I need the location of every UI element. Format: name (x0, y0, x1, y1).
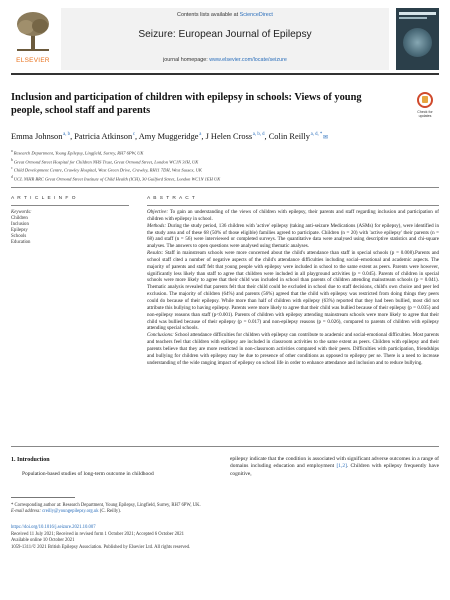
history-dates: Received 11 July 2021; Received in revised form 1 October 2021; Accepted 6 October 2021 (11, 531, 184, 537)
sciencedirect-link[interactable]: ScienceDirect (239, 12, 273, 18)
author-name[interactable]: Emma Johnson (11, 131, 63, 141)
affiliation: $^b$ Great Ormond Street Hospital for Children NHS Trust, Great Ormond Street, London WC1N 3JH, UK (11, 157, 199, 165)
author-name[interactable]: Patricia Atkinson (74, 131, 133, 141)
article-info-heading: A R T I C L E I N F O (11, 196, 77, 201)
abstract-conclusions: Conclusions: School attendance difficulties for children with epilepsy can contribute to academic and social-emotional difficulties. Most parents and teachers feel that children with epilepsy are included in classroom activities to the same extent as peers. Children with epilepsy and their parents believe that they are more restricted in non-classroom activities compared with their peers. Difficulties with participation, friendships and bullying for children with epilepsy may be due to presence of other conditions as opposed to epilepsy per se. There is a need to increase understanding of the wide ranging impact of epilepsy on school life in order to enhance attendance and inclusion and to reduce bullying. (147, 332, 439, 366)
affiliation-list (11, 148, 439, 183)
crossmark-bookmark-icon (422, 96, 428, 103)
email-label: E-mail address: (11, 509, 41, 515)
abstract-methods: Methods: During the study period, 136 children with 'active' epilepsy (taking anti-seizure Medications (ASMs) for epilepsy), were identified in the study area and of these 68 (50% of those eligible) families agreed to participate. Children (n = 20) with 'active epilepsy' their parents (n = 68) and staff (n = 56) were interviewed or completed surveys. The quantitative data were analysed using descriptive statistics and chi-square analyses. The answers to open questions were analysed using thematic analyses. (147, 222, 439, 250)
cover-art (403, 28, 432, 57)
journal-masthead (11, 8, 439, 70)
homepage-link[interactable]: www.elsevier.com/locate/seizure (209, 57, 287, 63)
affiliation: $^c$ Child Development Centre, Crawley Hospital, West Green Drive, Crawley, RH11 7DH, West Sussex, UK (11, 166, 202, 173)
abstract-heading: A B S T R A C T (147, 196, 196, 201)
keyword[interactable]: Education (11, 240, 31, 245)
author-affiliation-marker[interactable]: c (132, 132, 136, 137)
affiliation-divider (11, 187, 439, 188)
author-affiliation-marker[interactable]: a, b, d (252, 132, 265, 137)
journal-cover-image[interactable] (396, 8, 439, 70)
author-name[interactable]: Amy Muggeridge (138, 131, 199, 141)
body-text-right-column: epilepsy indicate that the condition is associated with significant adverse outcomes in a range of domains including education and employment [1,2]. Children with epilepsy frequently have cognitive, (230, 456, 439, 477)
abstract-body (147, 209, 439, 366)
email-link[interactable]: creilly@youngepilepsy.org.uk (40, 509, 99, 515)
footnote-divider (11, 497, 75, 498)
article-info-divider (11, 205, 129, 206)
email-line: E-mail address: creilly@youngepilepsy.org.uk (C. Reilly). (11, 509, 122, 515)
contents-prefix: Contents lists available at (177, 12, 240, 18)
reference-link[interactable]: [1,2] (336, 463, 347, 470)
homepage-prefix: journal homepage: (163, 57, 210, 63)
author-list: Emma Johnson $^{a, b}$, Patricia Atkinson $^c$, Amy Muggeridge $^a$, J Helen Cross $^{a, b, d}$, Colin Reilly $^{a, d, *}$ ✉ (11, 131, 329, 141)
keyword[interactable]: Schools (11, 234, 27, 239)
journal-banner (61, 8, 389, 70)
body-text-left-column: Population-based studies of long-term outcome in childhood (22, 471, 154, 477)
elsevier-logo[interactable] (11, 8, 55, 70)
available-online-date: Available online 10 October 2021 (11, 538, 75, 544)
elsevier-tree-icon (15, 10, 51, 54)
affiliation: $^d$ UCL NIHR BRC Great Ormond Street Institute of Child Health (ICH), 30 Guilford Street, London WC1N 1EH UK (11, 175, 221, 182)
corresponding-author: * Corresponding author at: Research Department, Young Epilepsy, Lingfield, Surrey, RH7 6PW, UK. (11, 503, 201, 508)
author-name[interactable]: J Helen Cross (205, 131, 253, 141)
corresponding-author-footnote (11, 503, 439, 516)
abstract-bottom-divider (11, 446, 439, 447)
author-name[interactable]: Colin Reilly (268, 131, 310, 141)
abstract-divider (147, 205, 439, 206)
author-affiliation-marker[interactable]: a, d, * (310, 132, 323, 137)
author-affiliation-marker[interactable]: a (199, 132, 202, 137)
affiliation: $^a$ Research Department, Young Epilepsy, Lingfield, Surrey, RH7 6PW, UK (11, 149, 144, 156)
email-envelope-icon[interactable]: ✉ (323, 134, 329, 141)
keyword[interactable]: Inclusion (11, 222, 29, 227)
keyword[interactable]: Children (11, 216, 28, 221)
article-title: Inclusion and participation of children with epilepsy in schools: Views of young people, school staff and parents (11, 92, 362, 116)
copyright-notice: 1059-1311/© 2021 British Epilepsy Association. Published by Elsevier Ltd. All rights reserved. (11, 544, 191, 550)
introduction-heading: 1. Introduction (11, 457, 50, 463)
check-for-updates-button[interactable] (412, 92, 438, 122)
keywords-label: Keywords: (11, 210, 32, 215)
contents-availability (61, 12, 389, 18)
doi-link[interactable]: https://doi.org/10.1016/j.seizure.2021.10.007 (11, 525, 96, 530)
cover-band-secondary (399, 17, 427, 19)
crossmark-label: Check for updates (417, 110, 433, 119)
publication-info (11, 525, 439, 551)
keywords-block (11, 210, 129, 246)
abstract-objective: Objective: To gain an understanding of the views of children with epilepsy, their parents and staff regarding inclusion and participation of children with epilepsy in school. (147, 209, 439, 222)
author-affiliation-marker[interactable]: a, b (63, 132, 71, 137)
journal-name[interactable]: Seizure: European Journal of Epilepsy (138, 29, 312, 40)
elsevier-wordmark: ELSEVIER (16, 57, 50, 64)
abstract-results: Results: Staff in mainstream schools were more concerned about the child's attendance than staff in special schools (p = 0.008).Parents and school staff cited a number of negative aspects of the child's attendance difficulties including social–emotional and academic aspects. The majority of parents and staff felt that young people with epilepsy were included in school to the same extent as peers. Parents were however, significantly less likely than staff to agree that children were included in all playground activities (p = 0.045). Parents of children in special schools were more likely to agree that their child was included in school than parents of children attending mainstream schools (p = 0.041). Thematic analysis revealed that parents felt that their child could be excluded in school due to staff decisions, child's own choice and peer led exclusion. The majority of children (64%) and parents (56%) agreed that the child with epilepsy was restricted from doing things they peers could do because of their epilepsy. While more than half of children with epilepsy (63%) reported that they had been bullied, most did not attribute this bullying to having epilepsy. Parents were more likely to agree that their child was bullied because of their epilepsy (p = 0.035) and non-epilepsy reasons than staff (p<0.001). Parents of children with epilepsy attending mainstream schools were more likely to agree that their child was bullied because of their epilepsy (p = 0.017) and non-epilepsy reasons (p = 0.026), compared to parents of children with epilepsy attending special schools. (147, 250, 439, 332)
keyword[interactable]: Epilepsy (11, 228, 28, 233)
journal-homepage (61, 57, 389, 63)
cover-band (399, 12, 436, 15)
header-divider (11, 73, 439, 75)
